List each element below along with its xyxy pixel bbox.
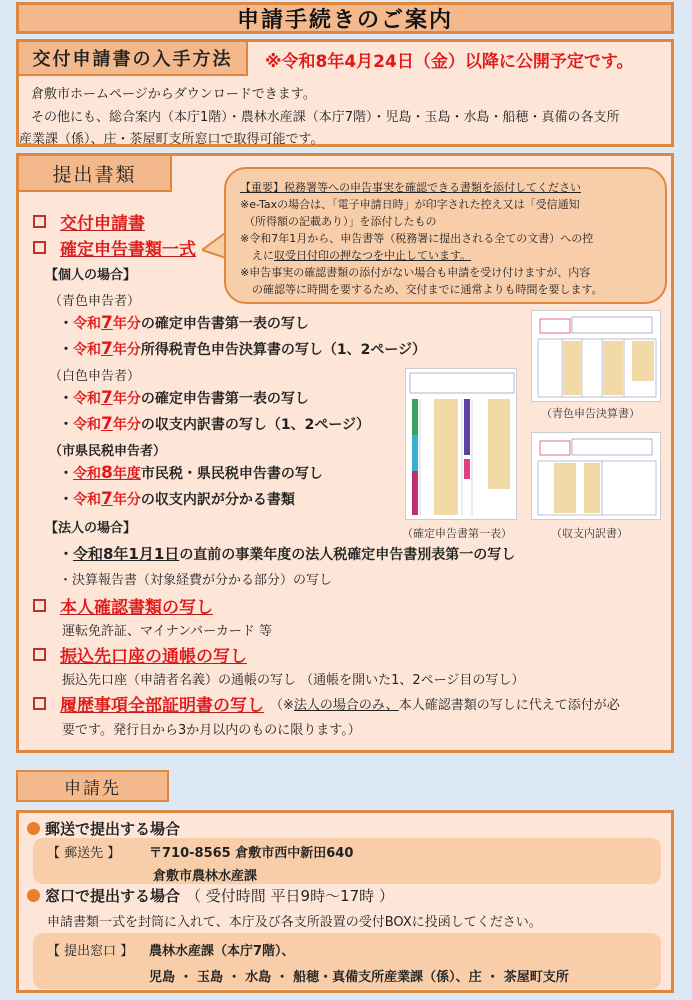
- check-label: 履歴事項全部証明書の写し: [60, 696, 264, 716]
- checkbox-icon[interactable]: [33, 697, 46, 710]
- checkbox-icon[interactable]: [33, 599, 46, 612]
- important-callout: [224, 167, 667, 304]
- doc-line: ・令和7年分の確定申告書第一表の写し: [59, 388, 309, 408]
- callout-heading: 【重要】税務署等への申告事実を確認できる書類を添付してください: [240, 181, 581, 194]
- blue-return-form-image: [531, 310, 661, 402]
- counter-hours: （ 受付時間 平日9時～17時 ）: [186, 887, 394, 905]
- check-label: 本人確認書類の写し: [60, 598, 213, 618]
- check-id-docs[interactable]: [33, 593, 213, 618]
- check-label: 交付申請書: [60, 214, 145, 234]
- callout-line: の確認等に時間を要するため、交付までに通常よりも時間を要します。: [252, 283, 603, 296]
- destination-section-label: 申請先: [16, 770, 169, 802]
- documents-section-label: 提出書類: [19, 156, 172, 192]
- check-bankbook[interactable]: [33, 642, 247, 667]
- obtain-line-2: その他にも、総合案内（本庁1階）・農林水産課（本庁7階）・児島・玉島・水島・船穂・真備の各支所: [31, 110, 620, 125]
- blue-return-caption: （青色申告決算書）: [541, 407, 640, 420]
- mail-address-line1: 〒710-8565 倉敷市西中新田640: [149, 846, 354, 861]
- counter-address-line2: 児島 ・ 玉島 ・ 水島 ・ 船穂・真備支所産業課（係）、庄 ・ 茶屋町支所: [149, 970, 569, 985]
- callout-line: （所得額の記載あり）」を添付したもの: [244, 215, 437, 228]
- checkbox-icon[interactable]: [33, 215, 46, 228]
- destination-section: [16, 810, 674, 993]
- doc-line: ・決算報告書（対象経費が分かる部分）の写し: [59, 573, 333, 588]
- registry-note: （※法人の場合のみ、本人確認書類の写しに代えて添付が必: [270, 698, 620, 713]
- individual-heading: 【個人の場合】: [45, 268, 137, 283]
- doc-line: ・令和7年分所得税青色申告決算書の写し（1、2ページ）: [59, 339, 427, 359]
- income-statement-form-image: [531, 432, 661, 520]
- resident-tax-heading: （市県民税申告者）: [49, 444, 167, 459]
- blue-return-heading: （青色申告者）: [49, 294, 141, 309]
- page-title: 申請手続きのご案内: [16, 2, 674, 34]
- check-registry[interactable]: [33, 691, 620, 716]
- callout-line: ※令和7年1月から、申告書等（税務署に提出される全ての文書）への控: [240, 232, 594, 245]
- mail-address-label: 【 郵送先 】: [47, 846, 121, 861]
- bankbook-desc: 振込先口座（申請者名義）の通帳の写し （通帳を開いた1、2ページ目の写し）: [62, 673, 525, 688]
- check-tax-return-docs[interactable]: [33, 235, 196, 260]
- counter-address-label: 【 提出窓口 】: [47, 944, 134, 959]
- counter-address-box: [33, 933, 661, 989]
- obtain-line-1: 倉敷市ホームページからダウンロードできます。: [31, 87, 316, 102]
- checkbox-icon[interactable]: [33, 241, 46, 254]
- bullet-dot-icon: [27, 889, 40, 902]
- doc-line: ・令和7年分の収支内訳書の写し（1、2ページ）: [59, 414, 371, 434]
- check-label: 確定申告書類一式: [60, 240, 196, 260]
- income-statement-caption: （収支内訳書）: [551, 527, 628, 540]
- doc-line: ・令和7年分の確定申告書第一表の写し: [59, 313, 309, 333]
- final-return-caption: （確定申告書第一表）: [402, 527, 512, 540]
- counter-address-line1: 農林水産課（本庁7階）、: [149, 944, 295, 959]
- counter-desc: 申請書類一式を封筒に入れて、本庁及び各支所設置の受付BOXに投函してください。: [47, 915, 542, 930]
- id-docs-desc: 運転免許証、マイナンバーカード 等: [62, 624, 273, 639]
- publish-notice: ※令和8年4月24日（金）以降に公開予定です。: [265, 52, 634, 72]
- callout-line: えに: [252, 249, 274, 262]
- bullet-dot-icon: [27, 822, 40, 835]
- documents-section: [16, 153, 674, 753]
- check-application-form[interactable]: [33, 209, 145, 234]
- doc-line: ・令和7年分の収支内訳が分かる書類: [59, 489, 295, 509]
- final-return-form-image: [405, 368, 517, 520]
- counter-heading: 窓口で提出する場合 （ 受付時間 平日9時～17時 ）: [27, 885, 394, 906]
- callout-line: ※e-Taxの場合は、「電子申請日時」が印字された控え又は「受信通知: [240, 198, 580, 211]
- mail-address-line2: 倉敷市農林水産課: [153, 869, 258, 884]
- callout-line-underlined: 収受日付印の押なつを中止しています。: [274, 249, 472, 262]
- obtain-section-label: 交付申請書の入手方法: [19, 42, 248, 76]
- obtain-line-3: 産業課（係）、庄・茶屋町支所窓口で取得可能です。: [19, 132, 324, 147]
- mail-address-box: [33, 838, 661, 884]
- mail-heading: 郵送で提出する場合: [27, 818, 180, 839]
- doc-line: ・令和8年1月1日の直前の事業年度の法人税確定申告書別表第一の写し: [59, 545, 516, 563]
- checkbox-icon[interactable]: [33, 648, 46, 661]
- doc-line: ・令和8年度市民税・県民税申告書の写し: [59, 463, 323, 483]
- corporate-heading: 【法人の場合】: [45, 521, 137, 536]
- white-return-heading: （白色申告者）: [49, 369, 141, 384]
- callout-line: ※申告事実の確認書類の添付がない場合も申請を受け付けますが、内容: [240, 266, 591, 279]
- obtain-section: [16, 39, 674, 147]
- registry-note-line2: 要です。発行日から3か月以内のものに限ります。）: [62, 723, 361, 738]
- check-label: 振込先口座の通帳の写し: [60, 647, 247, 667]
